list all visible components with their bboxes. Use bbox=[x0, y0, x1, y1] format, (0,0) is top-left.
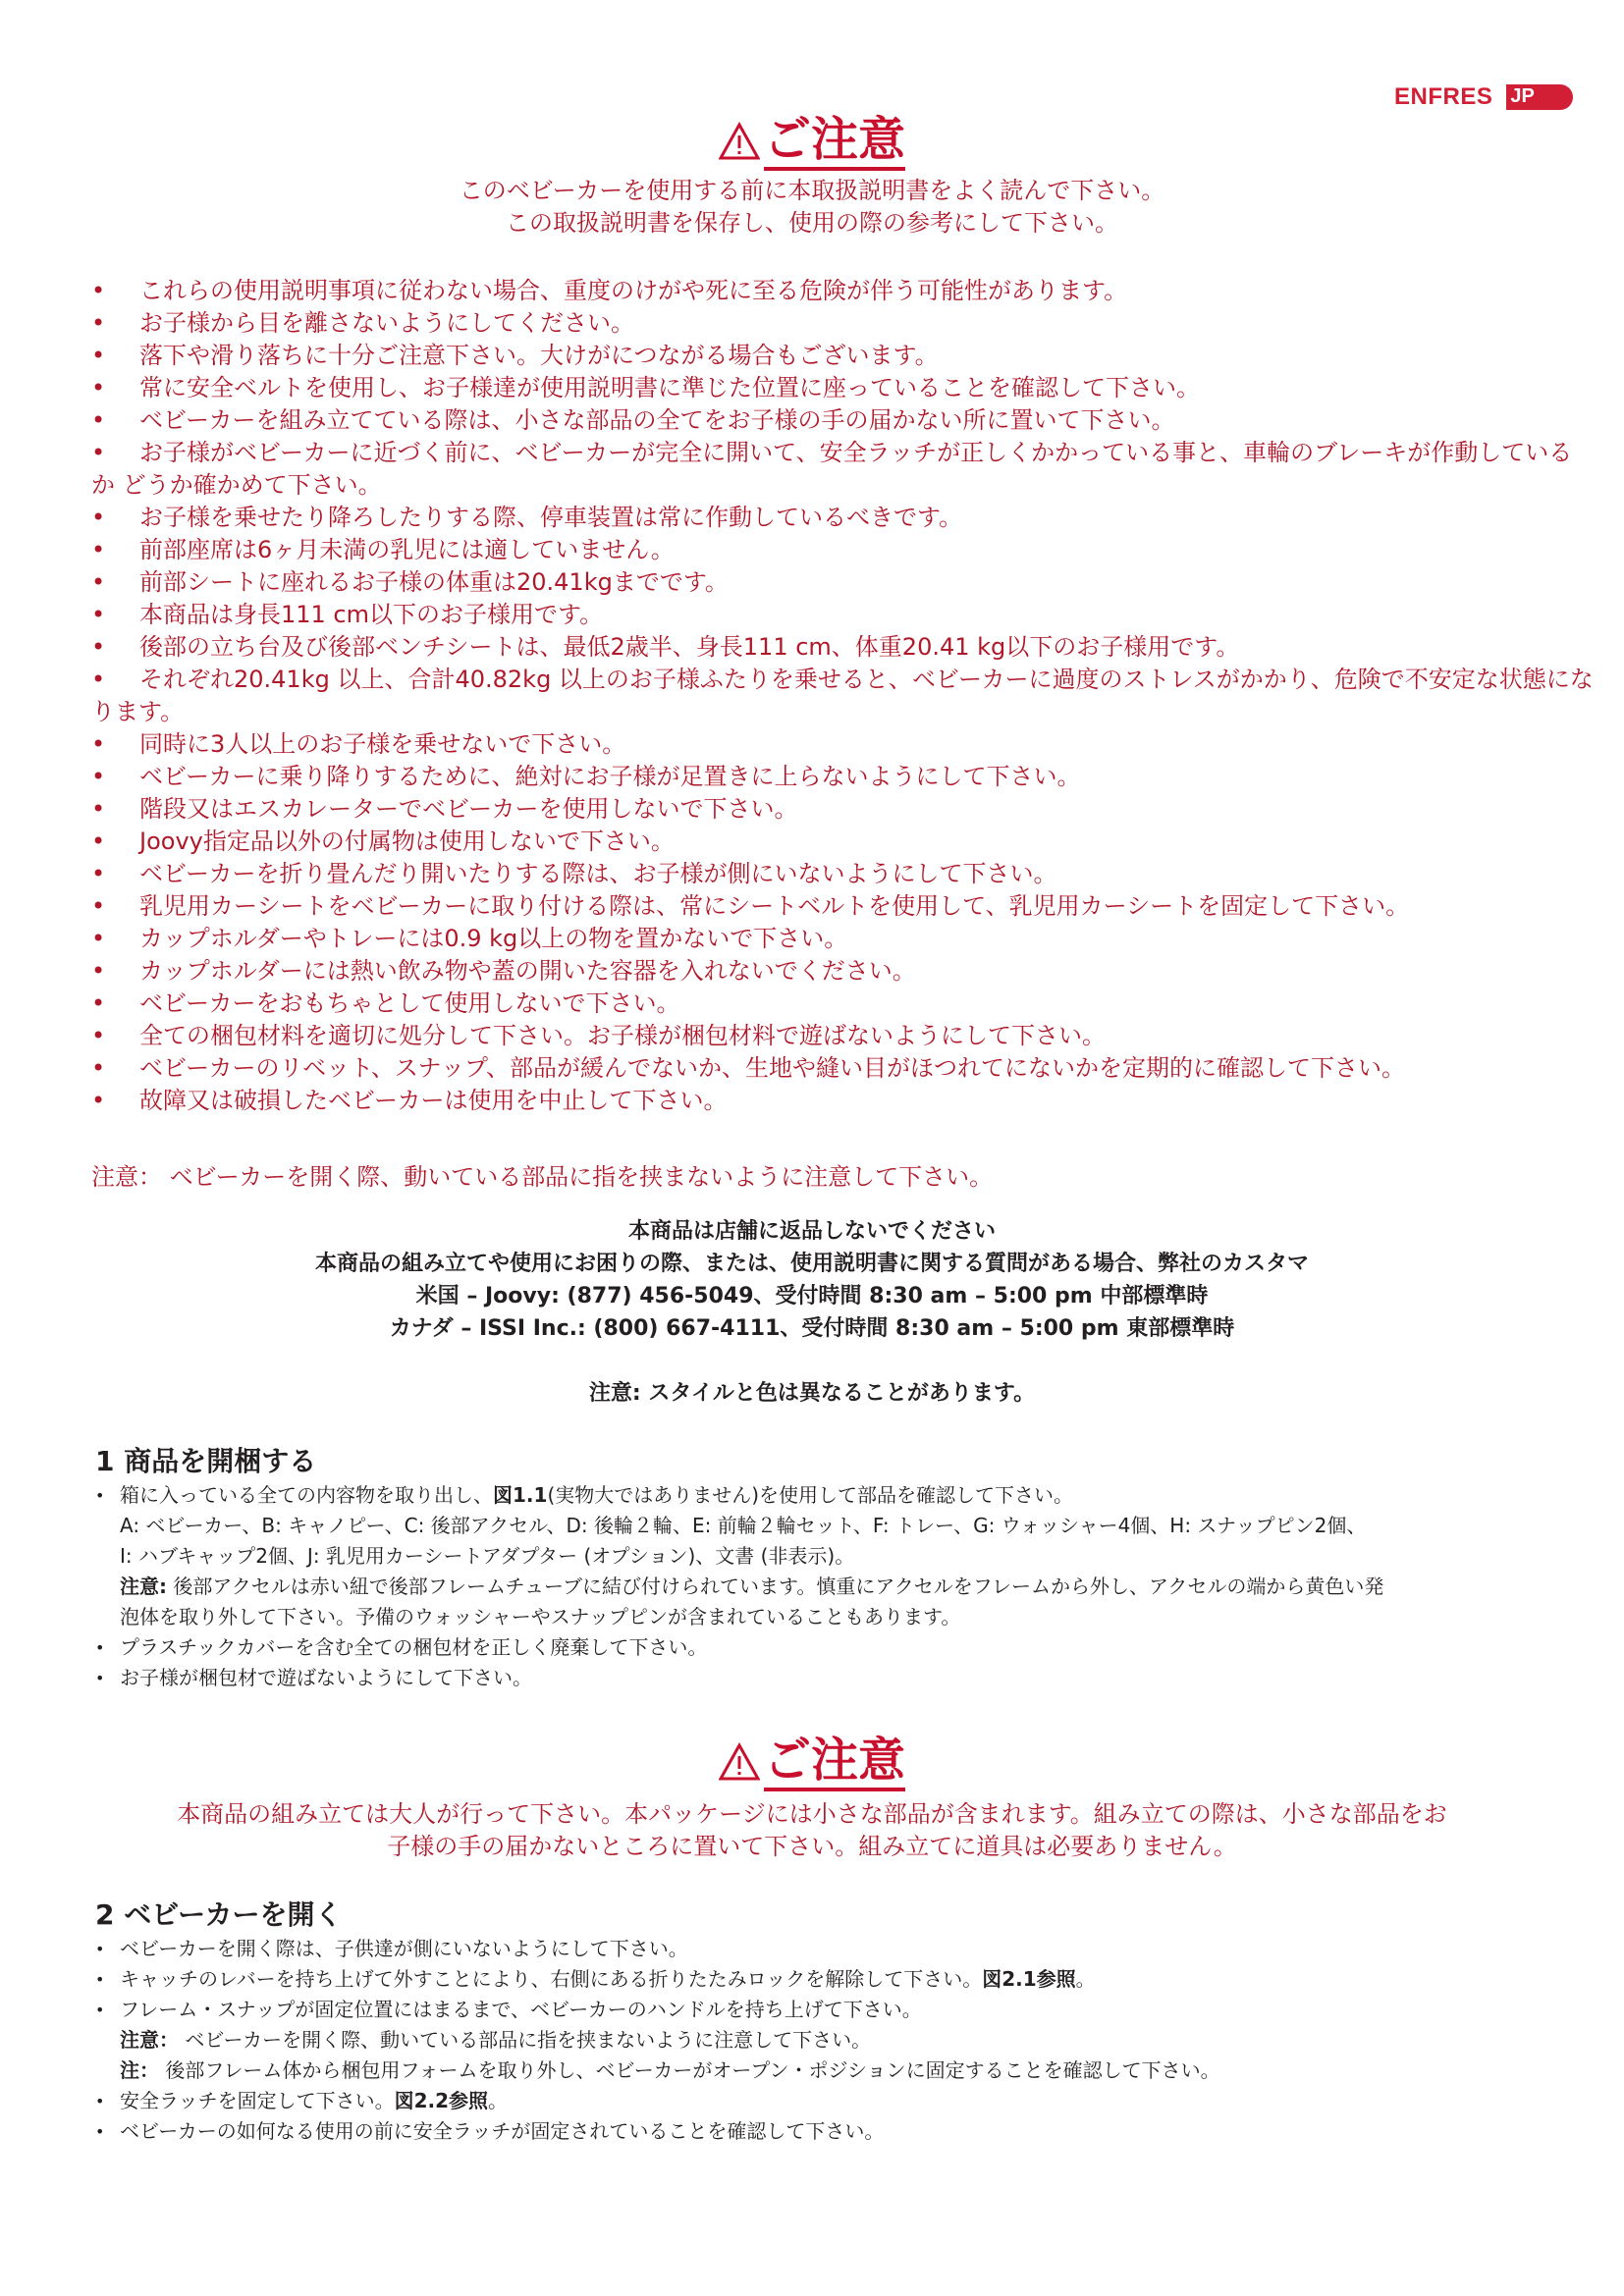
list-item: • フレーム・スナップが固定位置にはまるまで、ベビーカーのハンドルを持ち上げて下さい。 bbox=[95, 1995, 1548, 2025]
warning-icon bbox=[719, 1736, 760, 1795]
note-line: 泡体を取り外して下さい。予備のウォッシャーやスナップピンが含まれていることもあります。 bbox=[120, 1605, 961, 1629]
list-item: • ベビーカーを開く際は、子供達が側にいないようにして下さい。 bbox=[95, 1934, 1548, 1964]
language-codes[interactable]: ENFRES bbox=[1394, 83, 1493, 110]
parts-line: I: ハブキャップ2個、J: 乳児用カーシートアダプター (オプション)、文書 (非表示)。 bbox=[120, 1544, 855, 1568]
warning-item: • 乳児用カーシートをベビーカーに取り付ける際は、常にシートベルトを使用して、乳児用カーシートを固定して下さい。 bbox=[91, 890, 1594, 923]
language-tabs bbox=[1394, 84, 1573, 110]
warning-list bbox=[91, 275, 1594, 1117]
warning-item: • Joovy指定品以外の付属物は使用しないで下さい。 bbox=[91, 826, 1594, 858]
warning-item: • ベビーカーのリベット、スナップ、部品が緩んでないか、生地や縫い目がほつれてにないかを定期的に確認して下さい。 bbox=[91, 1052, 1594, 1085]
list-item: • 安全ラッチを固定して下さい。図2.2参照。 bbox=[95, 2086, 1548, 2116]
assembly-warning-line-1: 本商品の組み立ては大人が行って下さい。本パッケージには小さな部品が含まれます。組み立ての際は、小さな部品をお bbox=[177, 1800, 1447, 1828]
contact-canada: カナダ – ISSI Inc.: (800) 667-4111、受付時間 8:30 am – 5:00 pm 東部標準時 bbox=[389, 1316, 1235, 1341]
section-1-title: 1 商品を開梱する bbox=[95, 1445, 317, 1477]
warning-item: • 前部座席は6ヶ月未満の乳児には適していません。 bbox=[91, 534, 1594, 566]
figure-ref: 図1.1 bbox=[493, 1483, 548, 1507]
warning-note: 注意： ベビーカーを開く際、動いている部品に指を挟まないように注意して下さい。 bbox=[91, 1163, 994, 1191]
warning-item: • カップホルダーには熱い飲み物や蓋の開いた容器を入れないでください。 bbox=[91, 955, 1594, 988]
language-tab-active[interactable] bbox=[1506, 84, 1573, 110]
warning-item: • それぞれ20.41kg 以上、合計40.82kg 以上のお子様ふたりを乗せると、ベビーカーに過度のストレスがかかり、危険で不安定な状態になります。 bbox=[91, 664, 1594, 728]
warning-item: • 本商品は身長111 cm以下のお子様用です。 bbox=[91, 599, 1594, 631]
warning-item: • 常に安全ベルトを使用し、お子様達が使用説明書に準じた位置に座っていることを確認して下さい。 bbox=[91, 372, 1594, 404]
language-tab-active-label: JP bbox=[1510, 85, 1535, 107]
warning-item: • 全ての梱包材料を適切に処分して下さい。お子様が梱包材料で遊ばないようにして下さい。 bbox=[91, 1020, 1594, 1052]
list-item: • キャッチのレバーを持ち上げて外すことにより、右側にある折りたたみロックを解除して下さい。図2.1参照。 bbox=[95, 1964, 1548, 1995]
warning-item: • ベビーカーに乗り降りするために、絶対にお子様が足置きに上らないようにして下さい。 bbox=[91, 761, 1594, 793]
warning-item: • カップホルダーやトレーには0.9 kg以上の物を置かないで下さい。 bbox=[91, 923, 1594, 955]
warning-item: • お子様がベビーカーに近づく前に、ベビーカーが完全に開いて、安全ラッチが正しくかかっている事と、車輪のブレーキが作動しているか どうか確かめて下さい。 bbox=[91, 437, 1594, 502]
note-line: 注： 後部フレーム体から梱包用フォームを取り外し、ベビーカーがオープン・ポジションに固定することを確認して下さい。 bbox=[120, 2058, 1220, 2082]
note-line: 注意： ベビーカーを開く際、動いている部品に指を挟まないように注意して下さい。 bbox=[120, 2028, 872, 2052]
parts-line: A: ベビーカー、B: キャノピー、C: 後部アクセル、D: 後輪２輪、E: 前輪２輪セット、F: トレー、G: ウォッシャー4個、H: スナップピン2個、 bbox=[120, 1514, 1367, 1537]
warning-intro-2: この取扱説明書を保存し、使用の際の参考にして下さい。 bbox=[506, 209, 1118, 237]
contact-us: 米国 – Joovy: (877) 456-5049、受付時間 8:30 am – 5:00 pm 中部標準時 bbox=[415, 1284, 1209, 1308]
figure-ref: 図2.1参照 bbox=[982, 1967, 1076, 1991]
warning-item: • 落下や滑り落ちに十分ご注意下さい。大けがにつながる場合もございます。 bbox=[91, 340, 1594, 372]
warning-item: • お子様を乗せたり降ろしたりする際、停車装置は常に作動しているべきです。 bbox=[91, 502, 1594, 534]
warning-item: • ベビーカーをおもちゃとして使用しないで下さい。 bbox=[91, 988, 1594, 1020]
list-item: • プラスチックカバーを含む全ての梱包材を正しく廃棄して下さい。 bbox=[95, 1632, 1548, 1663]
style-note: 注意: スタイルと色は異なることがあります。 bbox=[588, 1381, 1036, 1406]
list-item: • お子様が梱包材で遊ばないようにして下さい。 bbox=[95, 1663, 1548, 1693]
warning-item: • お子様から目を離さないようにしてください。 bbox=[91, 307, 1594, 340]
warning-item: • 階段又はエスカレーターでベビーカーを使用しないで下さい。 bbox=[91, 793, 1594, 826]
warning-item: • ベビーカーを組み立てている際は、小さな部品の全てをお子様の手の届かない所に置いて下さい。 bbox=[91, 404, 1594, 437]
no-return-notice: 本商品は店舗に返品しないでください bbox=[627, 1219, 996, 1244]
contact-intro: 本商品の組み立てや使用にお困りの際、または、使用説明書に関する質問がある場合、弊社のカスタマ bbox=[314, 1252, 1309, 1276]
assembly-warning-title: ご注意 bbox=[764, 1733, 905, 1791]
warning-item: • 前部シートに座れるお子様の体重は20.41kgまでです。 bbox=[91, 566, 1594, 599]
note-line: 注意: 後部アクセルは赤い紐で後部フレームチューブに結び付けられています。慎重にアクセルをフレームから外し、アクセルの端から黄色い発 bbox=[120, 1575, 1384, 1598]
warning-item: • 同時に3人以上のお子様を乗せないで下さい。 bbox=[91, 728, 1594, 761]
list-item: • 箱に入っている全ての内容物を取り出し、図1.1(実物大ではありません)を使用して部品を確認して下さい。 bbox=[95, 1480, 1548, 1511]
warning-heading bbox=[0, 110, 1624, 175]
list-item: • ベビーカーの如何なる使用の前に安全ラッチが固定されていることを確認して下さい。 bbox=[95, 2116, 1548, 2147]
assembly-warning-line-2: 子様の手の届かないところに置いて下さい。組み立てに道具は必要ありません。 bbox=[387, 1833, 1237, 1860]
assembly-warning-heading bbox=[0, 1731, 1624, 1795]
warning-title: ご注意 bbox=[764, 112, 905, 171]
warning-item: • ベビーカーを折り畳んだり開いたりする際は、お子様が側にいないようにして下さい。 bbox=[91, 858, 1594, 890]
section-2-list bbox=[95, 1934, 1548, 2147]
warning-item: • 故障又は破損したベビーカーは使用を中止して下さい。 bbox=[91, 1085, 1594, 1117]
figure-ref: 図2.2参照 bbox=[394, 2089, 489, 2112]
warning-item: • これらの使用説明事項に従わない場合、重度のけがや死に至る危険が伴う可能性があります。 bbox=[91, 275, 1594, 307]
warning-item: • 後部の立ち台及び後部ベンチシートは、最低2歳半、身長111 cm、体重20.41 kg以下のお子様用です。 bbox=[91, 631, 1594, 664]
warning-intro-1: このベビーカーを使用する前に本取扱説明書をよく読んで下さい。 bbox=[459, 177, 1165, 204]
section-1-list bbox=[95, 1480, 1548, 1693]
warning-icon bbox=[719, 116, 760, 175]
section-2-title: 2 ベビーカーを開く bbox=[95, 1898, 343, 1931]
